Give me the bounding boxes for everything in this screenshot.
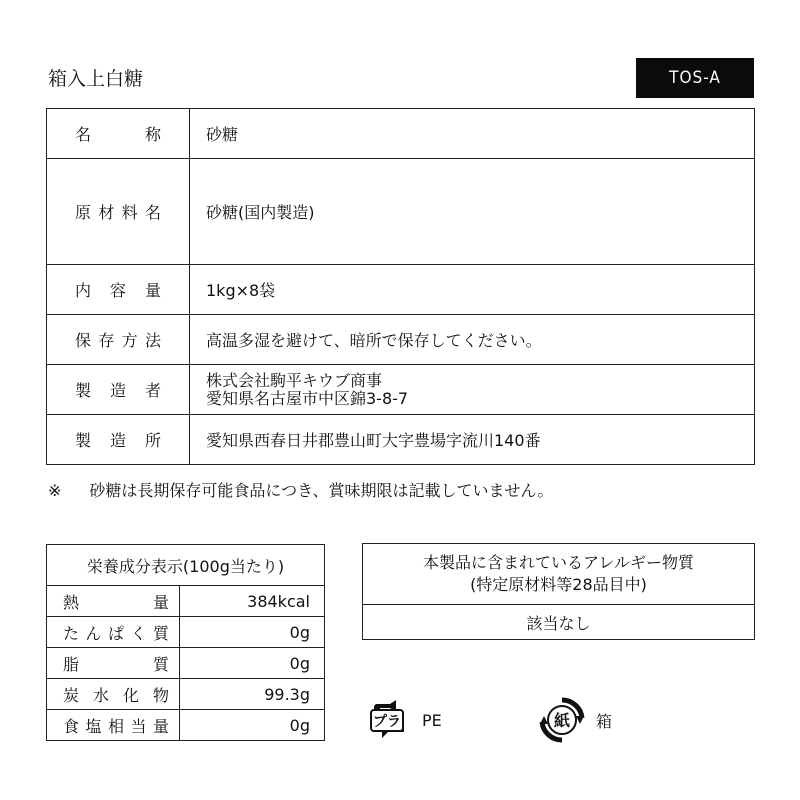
paper-material-label: 箱 (596, 711, 613, 731)
label-char: 相 (107, 716, 124, 736)
nutrition-value: 0g (180, 648, 325, 679)
nutrition-value: 384kcal (180, 586, 325, 617)
product-title: 箱入上白糖 (48, 68, 144, 90)
label-char: 当 (130, 716, 147, 736)
nutrition-label (47, 710, 180, 741)
manufacturer-address: 愛知県名古屋市中区錦3-8-7 (206, 388, 409, 408)
table-row (47, 586, 325, 617)
table-row (47, 315, 755, 365)
label-char: 水 (92, 685, 109, 705)
label-char: 質 (152, 654, 169, 674)
label-char: 料 (121, 203, 138, 222)
allergy-header-line1: 本製品に含まれているアレルギー物質 (423, 553, 694, 572)
label-char: ん (85, 623, 102, 643)
label-char: 製 (75, 431, 92, 450)
spread-label (47, 328, 189, 351)
table-row (47, 617, 325, 648)
table-row (47, 710, 325, 741)
spread-label (47, 714, 179, 737)
table-row (363, 544, 755, 605)
plastic-recycle-mark (366, 698, 442, 742)
nutrition-value: 0g (180, 617, 325, 648)
paper-symbol-text: 紙 (553, 711, 571, 730)
paper-recycle-icon (538, 696, 586, 744)
row-label (47, 415, 190, 465)
spread-label (47, 278, 189, 301)
label-char: 質 (152, 623, 169, 643)
label-char: 材 (98, 203, 115, 222)
table-row (47, 265, 755, 315)
spread-label (47, 683, 179, 706)
row-value: 愛知県西春日井郡豊山町大字豊場字流川140番 (190, 415, 755, 465)
label-char: 所 (144, 431, 161, 450)
label-char: 製 (75, 381, 92, 400)
label-char: 名 (75, 125, 92, 144)
storage-note (48, 478, 553, 501)
label-char: 造 (109, 381, 126, 400)
spread-label (47, 652, 179, 675)
nutrition-label (47, 586, 180, 617)
label-char: 法 (144, 331, 161, 350)
note-mark: ※ (48, 481, 62, 500)
table-row (47, 679, 325, 710)
spread-label (47, 428, 189, 451)
table-row (363, 605, 755, 640)
label-char: 脂 (63, 654, 80, 674)
spread-label (47, 621, 179, 644)
table-row (47, 648, 325, 679)
nutrition-table (46, 544, 325, 741)
product-code-badge: TOS-A (636, 58, 754, 98)
label-char: 量 (152, 592, 169, 612)
table-row (47, 159, 755, 265)
label-char: 造 (109, 431, 126, 450)
allergy-header (363, 544, 755, 605)
plastic-symbol-text: プラ (373, 714, 401, 730)
row-value: 高温多湿を避けて、暗所で保存してください。 (190, 315, 755, 365)
nutrition-label (47, 648, 180, 679)
row-value (190, 365, 755, 415)
spread-label (47, 590, 179, 613)
allergy-table (362, 543, 755, 640)
row-label (47, 365, 190, 415)
paper-recycle-mark (538, 696, 612, 744)
manufacturer-name: 株式会社駒平キウブ商事 (206, 370, 383, 390)
row-value: 砂糖(国内製造) (190, 159, 755, 265)
label-char: 者 (144, 381, 161, 400)
row-label (47, 315, 190, 365)
plastic-recycle-icon (366, 698, 412, 742)
label-char: 熱 (63, 592, 80, 612)
nutrition-value: 99.3g (180, 679, 325, 710)
label-char: 物 (152, 685, 169, 705)
product-info-table (46, 108, 755, 465)
label-char: 塩 (85, 716, 102, 736)
table-row (47, 545, 325, 586)
table-row (47, 109, 755, 159)
nutrition-header: 栄養成分表示(100g当たり) (47, 545, 325, 586)
nutrition-label (47, 679, 180, 710)
label-char: 容 (109, 281, 126, 300)
spread-label (47, 122, 189, 145)
nutrition-label (47, 617, 180, 648)
label-char: 名 (144, 203, 161, 222)
spread-label (47, 200, 189, 223)
label-char: 方 (121, 331, 138, 350)
allergy-header-line2: (特定原材料等28品目中) (470, 575, 647, 594)
label-char: た (63, 623, 80, 643)
plastic-material-label: PE (422, 710, 442, 730)
label-char: く (130, 623, 147, 643)
label-char: 称 (144, 125, 161, 144)
label-char: 量 (152, 716, 169, 736)
row-value: 1kg×8袋 (190, 265, 755, 315)
row-label (47, 109, 190, 159)
row-label (47, 265, 190, 315)
label-char: 化 (122, 685, 139, 705)
label-char: 炭 (63, 685, 80, 705)
spread-label (47, 378, 189, 401)
table-row (47, 415, 755, 465)
row-label (47, 159, 190, 265)
label-char: 原 (75, 203, 92, 222)
note-text: 砂糖は長期保存可能食品につき、賞味期限は記載していません。 (89, 481, 554, 500)
row-value: 砂糖 (190, 109, 755, 159)
label-char: 内 (75, 281, 92, 300)
label-char: 保 (75, 331, 92, 350)
label-char: ぱ (107, 623, 124, 643)
label-char: 食 (63, 716, 80, 736)
label-char: 存 (98, 331, 115, 350)
allergy-value: 該当なし (363, 605, 755, 640)
label-char: 量 (144, 281, 161, 300)
nutrition-value: 0g (180, 710, 325, 741)
table-row (47, 365, 755, 415)
